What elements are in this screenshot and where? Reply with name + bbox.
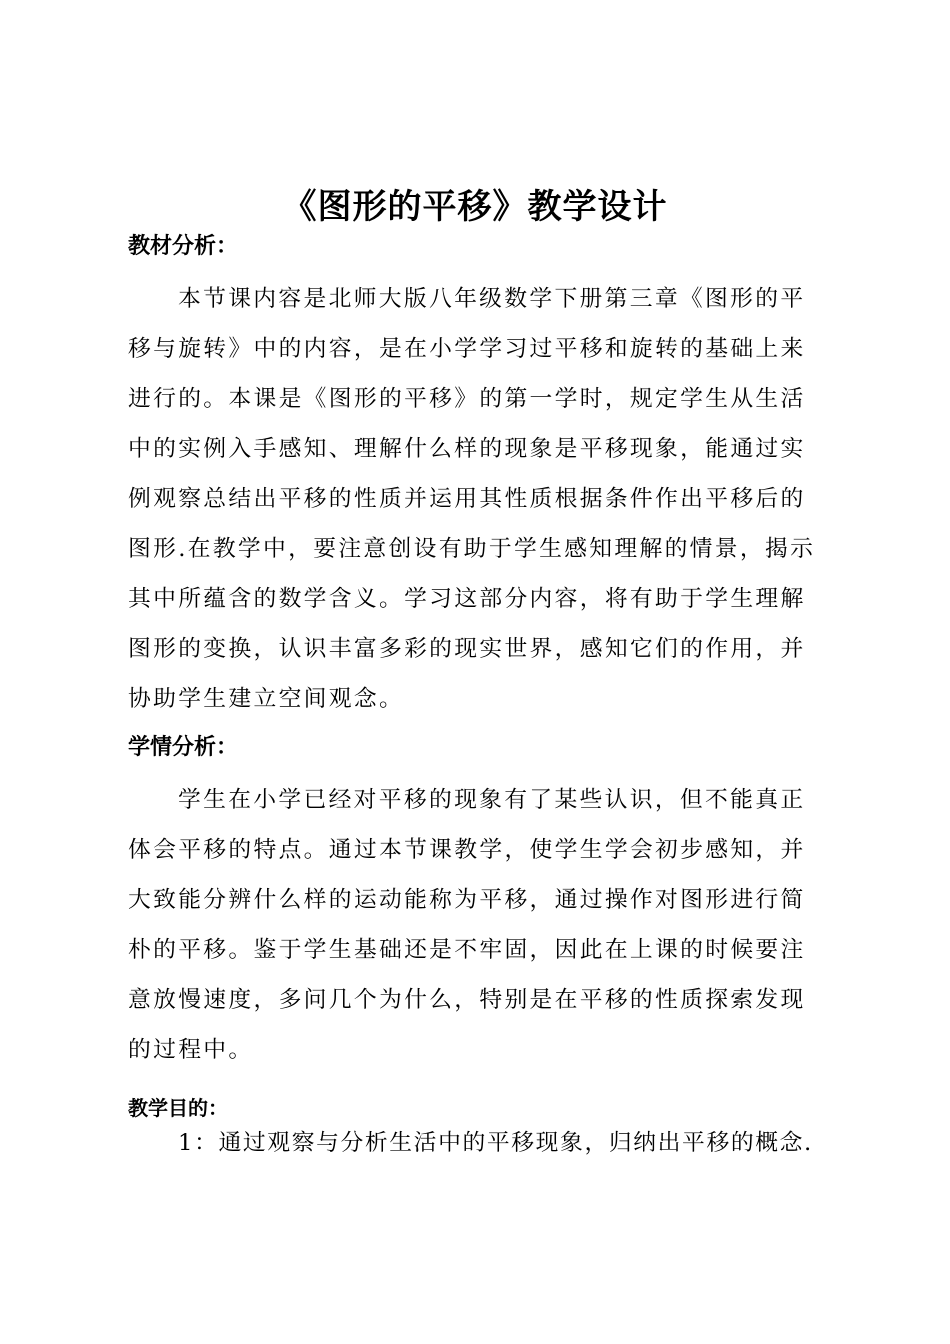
- section-heading-student-analysis: 学情分析：: [128, 735, 239, 760]
- section-heading-textbook-analysis: 教材分析：: [128, 234, 239, 259]
- section-heading-teaching-objectives: 教学目的：: [128, 1096, 228, 1120]
- objective-item-1: 1：通过观察与分析生活中的平移现象，归纳出平移的概念.: [178, 1130, 813, 1156]
- section-paragraph-student-analysis: 学生在小学已经对平移的现象有了某些认识，但不能真正体会平移的特点。通过本节课教学，使学生学会初步感知，并大致能分辨什么样的运动能称为平移，通过操作对图形进行简朴的平移。鉴于学生基础还是不牢固，因此在上课的时候要注意放慢速度，多问几个为什么，特别是在平移的性质探索发现的过程中。: [128, 787, 806, 1063]
- document-title: 《图形的平移》教学设计: [282, 187, 668, 227]
- section-paragraph-textbook-analysis: 本节课内容是北师大版八年级数学下册第三章《图形的平移与旋转》中的内容，是在小学学习过平移和旋转的基础上来进行的。本课是《图形的平移》的第一学时，规定学生从生活中的实例入手感知、理解什么样的现象是平移现象，能通过实例观察总结出平移的性质并运用其性质根据条件作出平移后的图形.在教学中，要注意创设有助于学生感知理解的情景，揭示其中所蕴含的数学含义。学习这部分内容，将有助于学生理解图形的变换，认识丰富多彩的现实世界，感知它们的作用，并协助学生建立空间观念。: [128, 286, 816, 712]
